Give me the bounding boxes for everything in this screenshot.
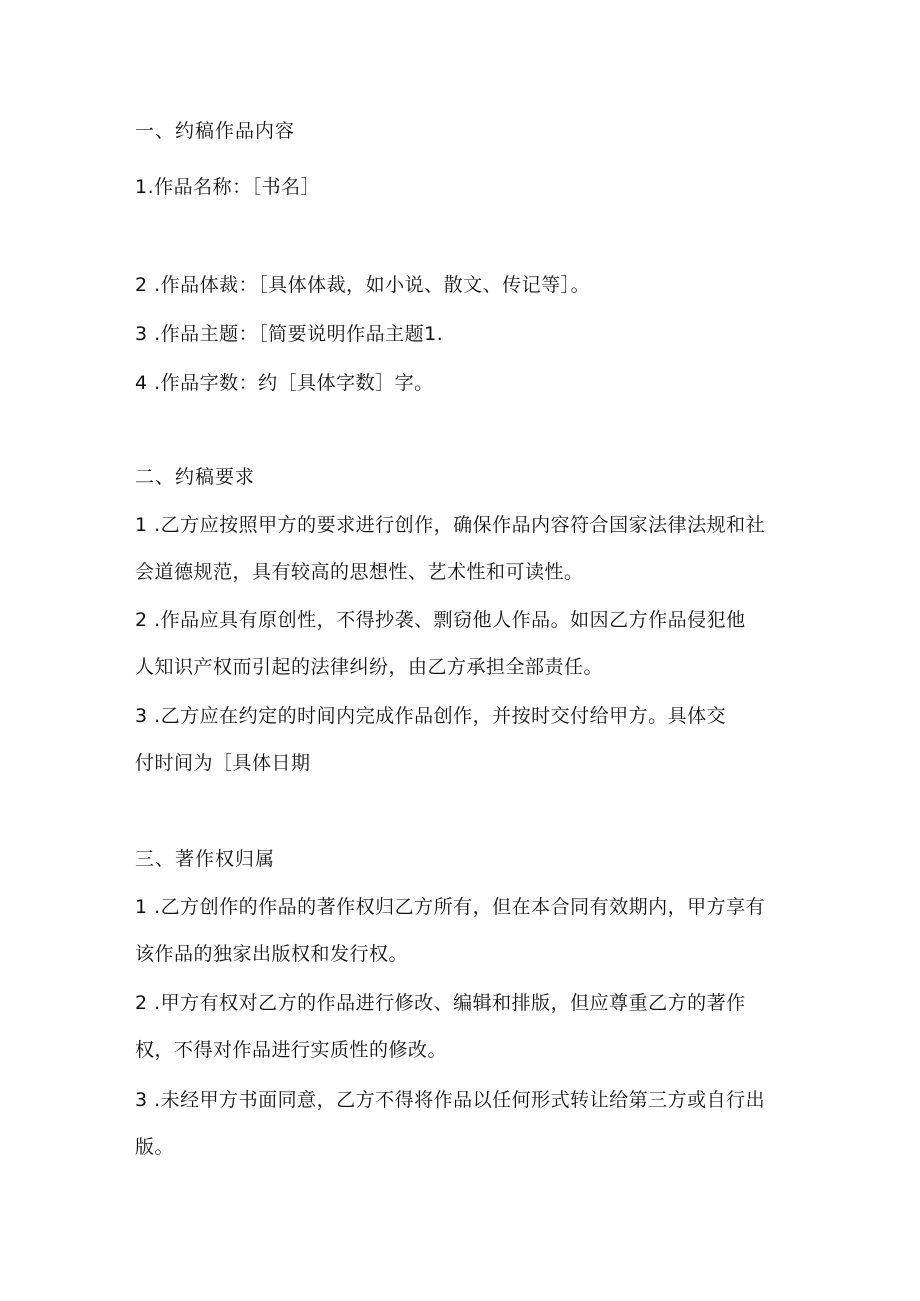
section3-heading: 三、著作权归属: [135, 848, 276, 870]
section1-heading: 一、约稿作品内容: [135, 120, 296, 142]
section2-item1-line1: 1 .乙方应按照甲方的要求进行创作，确保作品内容符合国家法律法规和社: [135, 514, 766, 536]
section3-item1-line1: 1 .乙方创作的作品的著作权归乙方所有，但在本合同有效期内，甲方享有: [135, 896, 766, 918]
section2-item2-line1: 2 .作品应具有原创性，不得抄袭、剽窃他人作品。如因乙方作品侵犯他: [135, 609, 746, 631]
section2-item2-line2: 人知识产权而引起的法律纠纷，由乙方承担全部责任。: [135, 656, 604, 678]
section1-item2: 2 .作品体裁：［具体体裁，如小说、散文、传记等］。: [135, 274, 591, 296]
section1-item4: 4 .作品字数：约［具体字数］字。: [135, 372, 434, 394]
section2-item3-line1: 3 .乙方应在约定的时间内完成作品创作，并按时交付给甲方。具体交: [135, 705, 727, 727]
section1-item1: 1.作品名称：［书名］: [135, 176, 321, 198]
section2-item3-line2: 付时间为［具体日期: [135, 752, 311, 774]
section2-item1-line2: 会道德规范，具有较高的思想性、艺术性和可读性。: [135, 561, 584, 583]
section3-item1-line2: 该作品的独家出版权和发行权。: [135, 943, 409, 965]
section3-item2-line2: 权，不得对作品进行实质性的修改。: [135, 1039, 448, 1061]
section1-item3: 3 .作品主题：［简要说明作品主题1.: [135, 323, 444, 345]
section3-item3-line1: 3 .未经甲方书面同意，乙方不得将作品以任何形式转让给第三方或自行出: [135, 1089, 766, 1111]
section2-heading: 二、约稿要求: [135, 466, 256, 488]
section3-item3-line2: 版。: [135, 1136, 175, 1158]
section3-item2-line1: 2 .甲方有权对乙方的作品进行修改、编辑和排版，但应尊重乙方的著作: [135, 992, 746, 1014]
